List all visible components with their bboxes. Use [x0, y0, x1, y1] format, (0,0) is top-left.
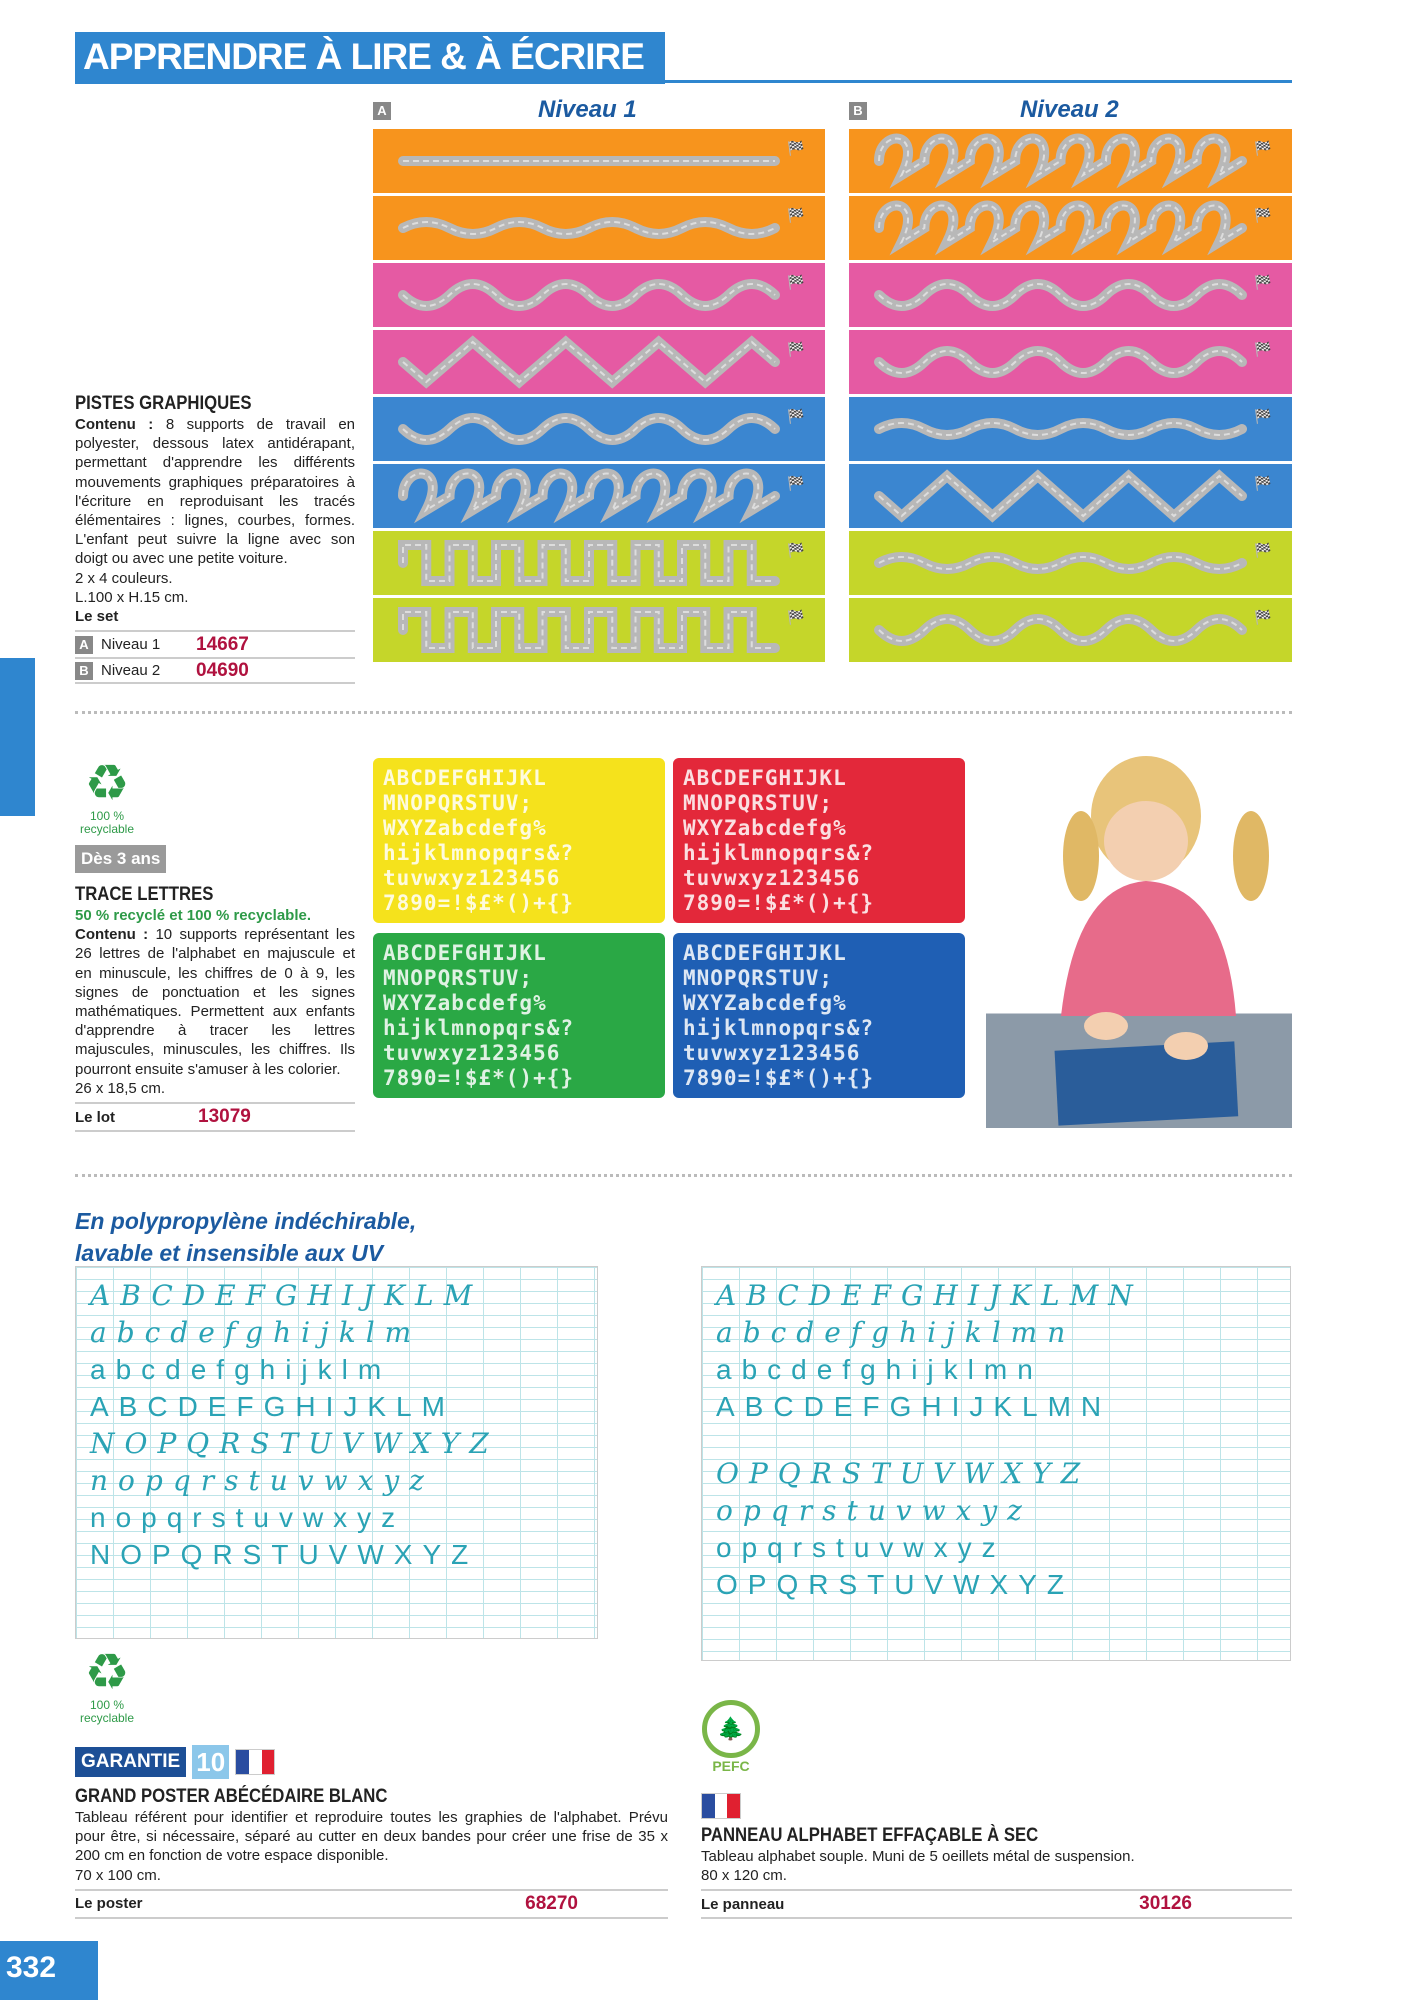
- level-b-badge: B: [849, 102, 867, 120]
- finish-flag-icon: 🏁: [787, 408, 805, 424]
- letter-stencil: [673, 758, 965, 923]
- grand-poster-image: [75, 1266, 598, 1639]
- title-rule: [665, 80, 1292, 83]
- track-path: [373, 129, 825, 193]
- child-illustration: [986, 746, 1292, 1128]
- ref-row: [75, 1102, 355, 1132]
- stencil-line: hijklmnopqrs&?: [683, 1016, 875, 1040]
- warranty-badge: [75, 1745, 275, 1779]
- product-title: PANNEAU ALPHABET EFFAÇABLE À SEC: [701, 1825, 1039, 1846]
- stencil-line: WXYZabcdefg%: [383, 991, 547, 1015]
- stencil-line: 7890=!$£*()+{}: [383, 1066, 575, 1090]
- finish-flag-icon: 🏁: [1254, 207, 1272, 223]
- letter-stencil: [373, 758, 665, 923]
- stencil-line: hijklmnopqrs&?: [383, 841, 575, 865]
- content-text: 10 supports représentant les 26 lettres de l'alphabet en majuscule et en minuscule, les chiffres de 0 à 9, les signes de ponctuation et les signes mathématiques. Permettent aux enfants d'apprendre à tracer les lettres majuscules, minuscules, les chiffres. Ils pourront ensuite s'amuser à les colorier.: [75, 926, 355, 1078]
- finish-flag-icon: 🏁: [787, 341, 805, 357]
- product-title: PISTES GRAPHIQUES: [75, 393, 252, 414]
- alphabet-row: opqrstuvwxyz: [716, 1494, 1032, 1527]
- stencil-line: tuvwxyz123456: [683, 1041, 861, 1065]
- stencil-line: WXYZabcdefg%: [683, 816, 847, 840]
- product-description: [75, 415, 355, 569]
- finish-flag-icon: 🏁: [787, 274, 805, 290]
- ref-code: 04690: [196, 659, 249, 681]
- finish-flag-icon: 🏁: [1254, 475, 1272, 491]
- track-path: [373, 531, 825, 595]
- pistes-text: [75, 393, 355, 684]
- product-title: GRAND POSTER ABÉCÉDAIRE BLANC: [75, 1786, 388, 1807]
- track-path: [373, 598, 825, 662]
- stencil-line: MNOPQRSTUV;: [683, 791, 834, 815]
- stencil-line: ABCDEFGHIJKL: [383, 766, 547, 790]
- warranty-years: 10: [192, 1745, 229, 1779]
- alphabet-row: ABCDEFGHIJKLMN: [716, 1279, 1143, 1312]
- heading-line: En polypropylène indéchirable,: [75, 1208, 417, 1234]
- content-text: 8 supports de travail en polyester, dessous latex antidérapant, permettant d'apprendre les différents mouvements graphiques préparatoires à l'écriture en reproduisant les tracés élémentaires : lignes, courbes, formes. L'enfant peut suivre la ligne avec son doigt ou avec une petite voiture.: [75, 416, 356, 568]
- recycle-icon: ♻: [84, 755, 130, 811]
- stencil-line: MNOPQRSTUV;: [683, 966, 834, 990]
- finish-flag-icon: 🏁: [787, 542, 805, 558]
- track-path: [849, 464, 1292, 528]
- ref-label: Niveau 2: [101, 662, 161, 680]
- letter-stencil: [373, 933, 665, 1098]
- panneau-text: [701, 1825, 1292, 1919]
- track-path: [373, 196, 825, 260]
- track-strip: [849, 397, 1292, 461]
- alphabet-row: NOPQRSTUVWXYZ: [90, 1539, 479, 1570]
- track-path: [373, 263, 825, 327]
- track-strip: [849, 196, 1292, 260]
- level-1-strips: [373, 129, 825, 662]
- panneau-image: [701, 1266, 1291, 1661]
- track-strip: [373, 531, 825, 595]
- colors-text: 2 x 4 couleurs.: [75, 569, 173, 587]
- level-2-title: Niveau 2: [1020, 96, 1119, 123]
- recycle-text: 100 % recyclable: [79, 1698, 135, 1725]
- stencil-line: MNOPQRSTUV;: [383, 966, 534, 990]
- track-strip: [849, 464, 1292, 528]
- finish-flag-icon: 🏁: [787, 475, 805, 491]
- size-text: L.100 x H.15 cm.: [75, 588, 189, 606]
- heading-line: lavable et insensible aux UV: [75, 1240, 384, 1266]
- alphabet-row: opqrstuvwxyz: [716, 1532, 1006, 1563]
- pefc-text: PEFC: [712, 1758, 750, 1774]
- stencil-line: WXYZabcdefg%: [383, 816, 547, 840]
- stencil-line: hijklmnopqrs&?: [683, 841, 875, 865]
- level-a-badge: A: [373, 102, 391, 120]
- alphabet-row: nopqrstuvwxyz: [90, 1464, 434, 1497]
- track-path: [849, 397, 1292, 461]
- track-path: [849, 263, 1292, 327]
- content-label: Contenu :: [75, 926, 149, 944]
- finish-flag-icon: 🏁: [787, 207, 805, 223]
- track-strip: [373, 464, 825, 528]
- alphabet-row: abcdefghijklm: [90, 1316, 422, 1349]
- level-2-strips: [849, 129, 1292, 662]
- ref-row: [701, 1889, 1292, 1919]
- ref-code: 68270: [525, 1892, 578, 1914]
- stencil-line: ABCDEFGHIJKL: [383, 941, 547, 965]
- section-divider: [75, 711, 1292, 714]
- product-description: Tableau alphabet souple. Muni de 5 oeillets métal de suspension.: [701, 1848, 1135, 1865]
- alphabet-row: NOPQRSTUVWXYZ: [90, 1427, 499, 1460]
- stencil-line: 7890=!$£*()+{}: [683, 891, 875, 915]
- track-strip: [849, 330, 1292, 394]
- child-tracing-photo: [986, 746, 1292, 1128]
- ref-code: 13079: [198, 1106, 251, 1128]
- alphabet-row: OPQRSTUVWXYZ: [716, 1457, 1091, 1490]
- section-divider: [75, 1174, 1292, 1177]
- stencil-line: 7890=!$£*()+{}: [683, 1066, 875, 1090]
- ref-row: [75, 630, 355, 657]
- finish-flag-icon: 🏁: [787, 140, 805, 156]
- level-1-title: Niveau 1: [538, 96, 637, 123]
- track-path: [849, 330, 1292, 394]
- alphabet-row: OPQRSTUVWXYZ: [716, 1569, 1075, 1600]
- ref-code: 14667: [196, 633, 249, 655]
- track-path: [373, 397, 825, 461]
- product-description: Tableau référent pour identifier et reproduire toutes les graphies de l'alphabet. Prévu pour être, si nécessaire, séparé au cutter en deux bandes pour créer une frise de 35 x 200 cm en fonction de votre espace disponible.: [75, 1809, 668, 1865]
- track-strip: [373, 397, 825, 461]
- size-text: 70 x 100 cm.: [75, 1866, 161, 1884]
- ref-label: Niveau 1: [101, 636, 161, 654]
- finish-flag-icon: 🏁: [1254, 609, 1272, 625]
- finish-flag-icon: 🏁: [1254, 542, 1272, 558]
- section-tab: [0, 658, 35, 816]
- stencil-set-image: [373, 758, 965, 1133]
- age-badge: Dès 3 ans: [75, 845, 166, 873]
- unit-text: Le set: [75, 608, 119, 626]
- track-strip: [373, 129, 825, 193]
- stencil-line: tuvwxyz123456: [383, 866, 561, 890]
- page-title: APPRENDRE À LIRE & À ÉCRIRE: [75, 32, 665, 84]
- size-text: 80 x 120 cm.: [701, 1867, 787, 1885]
- track-path: [373, 330, 825, 394]
- grand-poster-text: [75, 1786, 668, 1919]
- pefc-badge: [701, 1700, 761, 1774]
- track-strip: [373, 330, 825, 394]
- recycle-badge: [72, 756, 142, 836]
- letter-stencil: [673, 933, 965, 1098]
- stencil-line: WXYZabcdefg%: [683, 991, 847, 1015]
- recycle-icon: ♻: [84, 1644, 130, 1700]
- alphabet-row: nopqrstuvwxyz: [90, 1502, 406, 1533]
- finish-flag-icon: 🏁: [1254, 341, 1272, 357]
- track-strip: [373, 196, 825, 260]
- alphabet-row: abcdefghijklmn: [716, 1354, 1043, 1385]
- finish-flag-icon: 🏁: [1254, 274, 1272, 290]
- product-title: TRACE LETTRES: [75, 884, 214, 905]
- size-text: 26 x 18,5 cm.: [75, 1079, 166, 1097]
- eco-text: 50 % recyclé et 100 % recyclable.: [75, 907, 312, 924]
- ref-row: [75, 1889, 668, 1919]
- ref-label: Le lot: [75, 1108, 115, 1126]
- stencil-line: ABCDEFGHIJKL: [683, 941, 847, 965]
- ref-label: Le poster: [75, 1895, 143, 1913]
- track-strip: [373, 263, 825, 327]
- track-strip: [849, 129, 1292, 193]
- stencil-line: tuvwxyz123456: [383, 1041, 561, 1065]
- stencil-line: tuvwxyz123456: [683, 866, 861, 890]
- ref-row: [75, 657, 355, 684]
- track-strip: [373, 598, 825, 662]
- finish-flag-icon: 🏁: [787, 609, 805, 625]
- content-label: Contenu :: [75, 416, 154, 433]
- product-description: [75, 925, 355, 1079]
- track-path: [849, 129, 1292, 193]
- finish-flag-icon: 🏁: [1254, 408, 1272, 424]
- track-path: [849, 196, 1292, 260]
- france-flag-icon: [701, 1793, 741, 1819]
- stencil-line: ABCDEFGHIJKL: [683, 766, 847, 790]
- pefc-tree-icon: 🌲: [702, 1700, 760, 1758]
- track-strip: [849, 531, 1292, 595]
- ref-label: Le panneau: [701, 1895, 785, 1913]
- alphabet-row: ABCDEFGHIJKLM: [90, 1279, 483, 1312]
- track-path: [849, 598, 1292, 662]
- warranty-label: GARANTIE: [75, 1747, 186, 1777]
- finish-flag-icon: 🏁: [1254, 140, 1272, 156]
- france-flag-icon: [235, 1749, 275, 1775]
- stencil-line: MNOPQRSTUV;: [383, 791, 534, 815]
- track-strip: [849, 598, 1292, 662]
- stencil-line: hijklmnopqrs&?: [383, 1016, 575, 1040]
- alphabet-row: ABCDEFGHIJKLM: [90, 1391, 455, 1422]
- posters-heading: [75, 1205, 416, 1269]
- track-strip: [849, 263, 1292, 327]
- ref-badge: A: [75, 636, 93, 654]
- recycle-badge: [72, 1645, 142, 1725]
- stencil-line: 7890=!$£*()+{}: [383, 891, 575, 915]
- alphabet-row: abcdefghijklm: [90, 1354, 392, 1385]
- alphabet-row: abcdefghijklmn: [716, 1316, 1076, 1349]
- ref-badge: B: [75, 662, 93, 680]
- trace-text: [75, 884, 355, 1132]
- recycle-text: 100 % recyclable: [79, 809, 135, 836]
- track-path: [849, 531, 1292, 595]
- alphabet-row: ABCDEFGHIJKLMN: [716, 1391, 1112, 1422]
- ref-code: 30126: [1139, 1893, 1192, 1915]
- page-number: 332: [0, 1941, 98, 2000]
- track-path: [373, 464, 825, 528]
